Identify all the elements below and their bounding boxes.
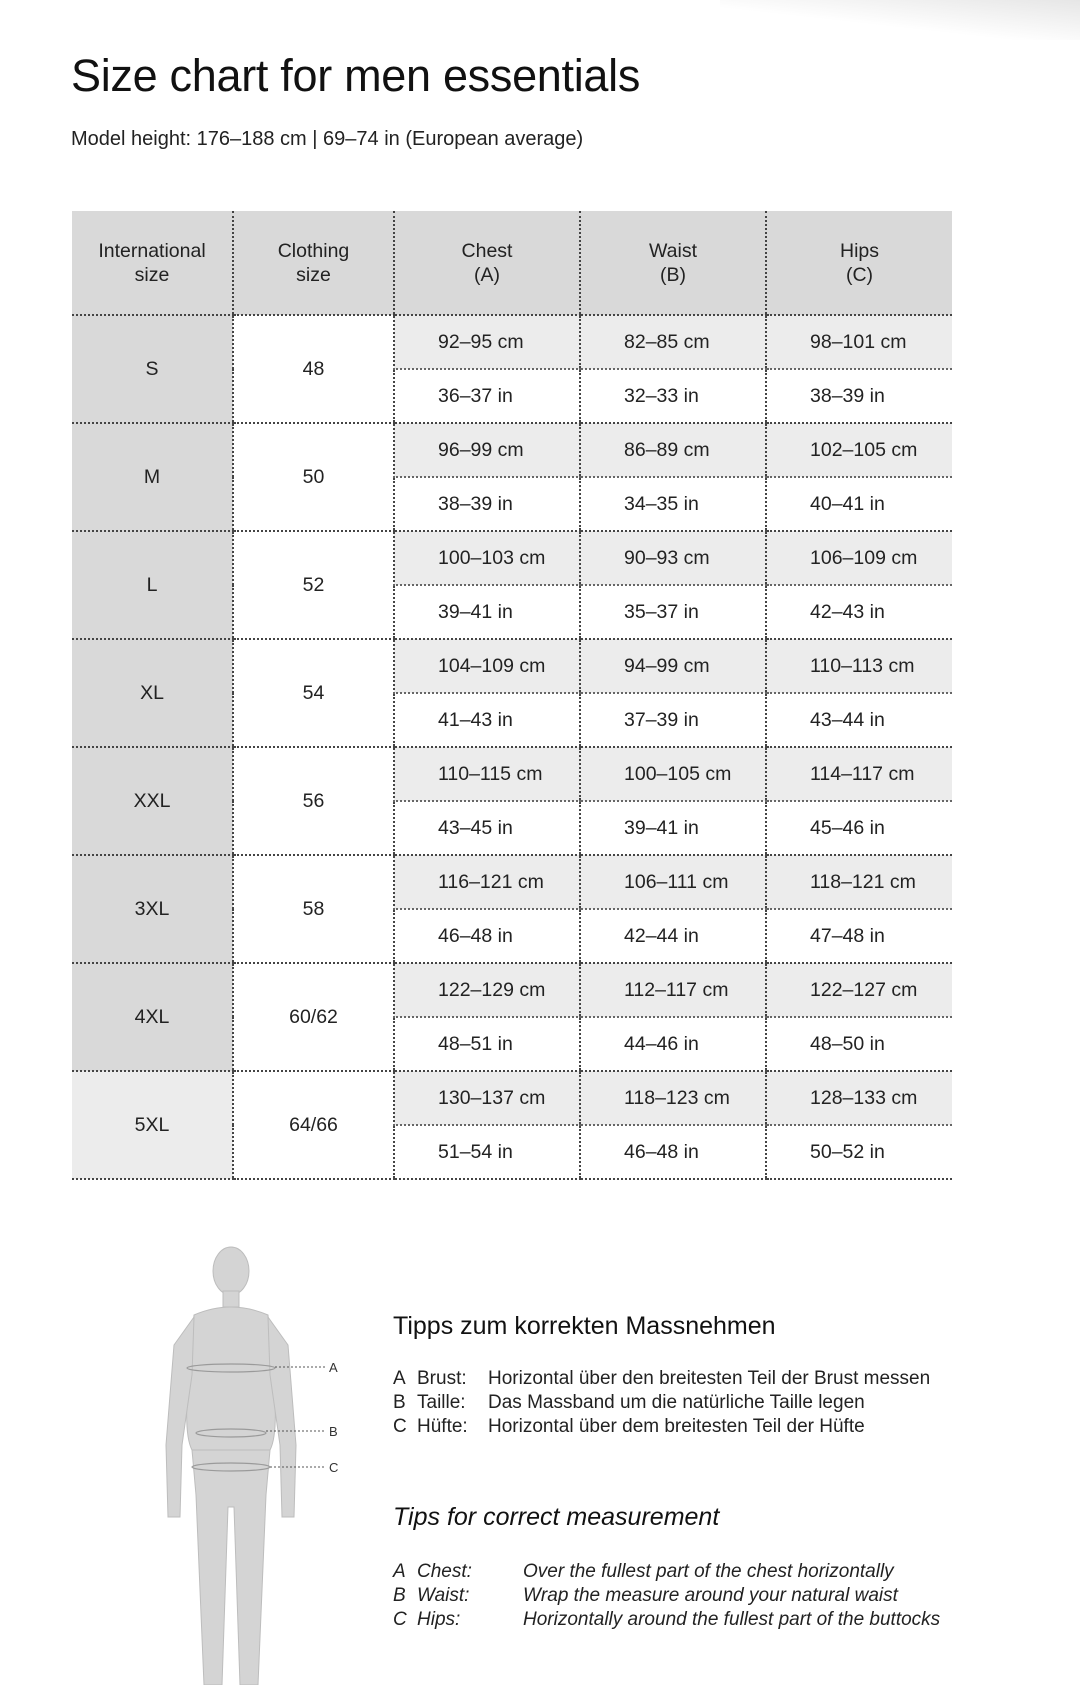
clothing-size-cell: 52 <box>233 531 394 639</box>
chest-in-cell: 39–41 in <box>394 585 580 639</box>
clothing-size-cell: 56 <box>233 747 394 855</box>
clothing-size-cell: 60/62 <box>233 963 394 1071</box>
clothing-size-cell: 54 <box>233 639 394 747</box>
tip-row: C Hüfte: Horizontal über dem breitesten Teil der Hüfte <box>393 1416 865 1437</box>
hips-in-cell: 50–52 in <box>766 1125 952 1179</box>
page-title: Size chart for men essentials <box>71 50 641 101</box>
waist-cm-cell: 82–85 cm <box>580 315 766 369</box>
waist-in-cell: 42–44 in <box>580 909 766 963</box>
hips-cm-cell: 110–113 cm <box>766 639 952 693</box>
size-chart-table <box>72 211 952 1180</box>
chest-in-cell: 41–43 in <box>394 693 580 747</box>
tips-german-title: Tipps zum korrekten Massnehmen <box>393 1312 776 1340</box>
chest-in-cell: 51–54 in <box>394 1125 580 1179</box>
chest-cm-cell: 96–99 cm <box>394 423 580 477</box>
waist-in-cell: 37–39 in <box>580 693 766 747</box>
header-international-size: International size <box>72 211 233 315</box>
waist-in-cell: 39–41 in <box>580 801 766 855</box>
waist-in-cell: 44–46 in <box>580 1017 766 1071</box>
hips-in-cell: 47–48 in <box>766 909 952 963</box>
waist-in-cell: 46–48 in <box>580 1125 766 1179</box>
intl-size-cell: 4XL <box>72 963 233 1071</box>
intl-size-cell: 5XL <box>72 1071 233 1179</box>
hips-cm-cell: 98–101 cm <box>766 315 952 369</box>
chest-cm-cell: 110–115 cm <box>394 747 580 801</box>
body-measurement-figure <box>150 1245 350 1685</box>
hips-cm-cell: 118–121 cm <box>766 855 952 909</box>
tip-row: A Brust: Horizontal über den breitesten Teil der Brust messen <box>393 1368 931 1389</box>
header-clothing-size: Clothing size <box>233 211 394 315</box>
table-row <box>72 315 952 369</box>
table-row <box>72 747 952 801</box>
chest-in-cell: 38–39 in <box>394 477 580 531</box>
chest-in-cell: 36–37 in <box>394 369 580 423</box>
chest-in-cell: 46–48 in <box>394 909 580 963</box>
header-hips: Hips (C) <box>766 211 952 315</box>
intl-size-cell: M <box>72 423 233 531</box>
figure-label-a: A <box>329 1360 338 1375</box>
measuring-tips-english <box>393 1503 940 1632</box>
hips-in-cell: 43–44 in <box>766 693 952 747</box>
tip-row: A Chest: Over the fullest part of the chest horizontally <box>393 1561 894 1582</box>
intl-size-cell: S <box>72 315 233 423</box>
tip-row: C Hips: Horizontally around the fullest part of the buttocks <box>393 1609 941 1630</box>
table-row <box>72 531 952 585</box>
clothing-size-cell: 58 <box>233 855 394 963</box>
chest-cm-cell: 116–121 cm <box>394 855 580 909</box>
intl-size-cell: XL <box>72 639 233 747</box>
chest-in-cell: 48–51 in <box>394 1017 580 1071</box>
waist-cm-cell: 100–105 cm <box>580 747 766 801</box>
hips-cm-cell: 106–109 cm <box>766 531 952 585</box>
figure-label-b: B <box>329 1424 338 1439</box>
waist-cm-cell: 106–111 cm <box>580 855 766 909</box>
intl-size-cell: L <box>72 531 233 639</box>
waist-cm-cell: 90–93 cm <box>580 531 766 585</box>
chest-cm-cell: 104–109 cm <box>394 639 580 693</box>
waist-in-cell: 34–35 in <box>580 477 766 531</box>
table-row <box>72 1071 952 1125</box>
hips-cm-cell: 128–133 cm <box>766 1071 952 1125</box>
clothing-size-cell: 64/66 <box>233 1071 394 1179</box>
hips-in-cell: 48–50 in <box>766 1017 952 1071</box>
waist-in-cell: 35–37 in <box>580 585 766 639</box>
table-row <box>72 639 952 693</box>
hips-cm-cell: 122–127 cm <box>766 963 952 1017</box>
clothing-size-cell: 50 <box>233 423 394 531</box>
table-row <box>72 855 952 909</box>
waist-cm-cell: 94–99 cm <box>580 639 766 693</box>
chest-cm-cell: 92–95 cm <box>394 315 580 369</box>
waist-in-cell: 32–33 in <box>580 369 766 423</box>
intl-size-cell: 3XL <box>72 855 233 963</box>
model-height-subtitle: Model height: 176–188 cm | 69–74 in (European average) <box>71 128 584 150</box>
chest-cm-cell: 100–103 cm <box>394 531 580 585</box>
hips-in-cell: 38–39 in <box>766 369 952 423</box>
header-chest: Chest (A) <box>394 211 580 315</box>
chest-cm-cell: 130–137 cm <box>394 1071 580 1125</box>
waist-cm-cell: 86–89 cm <box>580 423 766 477</box>
hips-cm-cell: 102–105 cm <box>766 423 952 477</box>
waist-cm-cell: 112–117 cm <box>580 963 766 1017</box>
hips-in-cell: 45–46 in <box>766 801 952 855</box>
table-row <box>72 423 952 477</box>
corner-shadow <box>720 0 1080 40</box>
figure-label-c: C <box>329 1460 339 1475</box>
tip-row: B Waist: Wrap the measure around your natural waist <box>393 1585 898 1606</box>
measuring-tips-german <box>393 1312 930 1439</box>
clothing-size-cell: 48 <box>233 315 394 423</box>
hips-in-cell: 40–41 in <box>766 477 952 531</box>
table-row <box>72 963 952 1017</box>
intl-size-cell: XXL <box>72 747 233 855</box>
tips-english-title: Tips for correct measurement <box>393 1503 720 1531</box>
waist-cm-cell: 118–123 cm <box>580 1071 766 1125</box>
chest-in-cell: 43–45 in <box>394 801 580 855</box>
header-waist: Waist (B) <box>580 211 766 315</box>
table-header-row <box>72 211 952 315</box>
hips-in-cell: 42–43 in <box>766 585 952 639</box>
tip-row: B Taille: Das Massband um die natürliche Taille legen <box>393 1392 865 1413</box>
chest-cm-cell: 122–129 cm <box>394 963 580 1017</box>
size-chart-body <box>72 315 952 1179</box>
hips-cm-cell: 114–117 cm <box>766 747 952 801</box>
